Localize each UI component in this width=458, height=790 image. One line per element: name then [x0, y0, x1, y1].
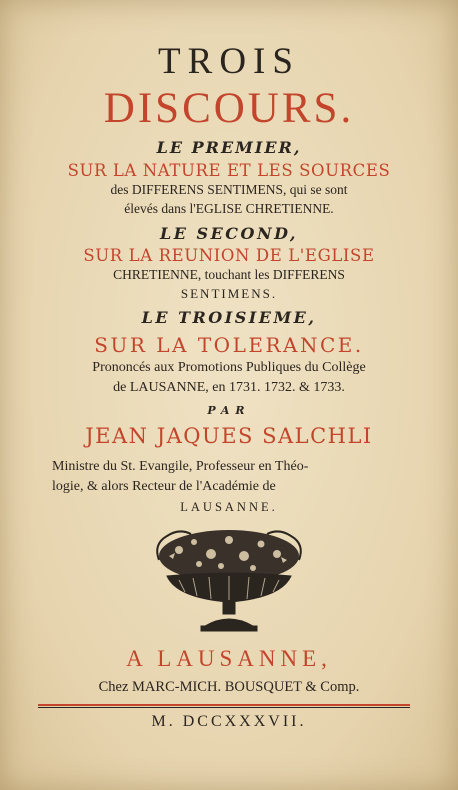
author-title-2: logie, & alors Recteur de l'Académie de	[52, 479, 276, 494]
second-heading: LE SECOND,	[160, 224, 298, 243]
second-text-2: SENTIMENS.	[180, 286, 278, 301]
flower-basket-ornament	[149, 526, 309, 634]
troisieme-text-2: de LAUSANNE, en 1731. 1732. & 1733.	[113, 380, 345, 395]
second-subject: SUR LA REUNION DE L'EGLISE	[83, 246, 375, 265]
double-rule-red	[38, 704, 410, 706]
premier-subject: SUR LA NATURE ET LES SOURCES	[67, 161, 391, 180]
author-name: JEAN JAQUES SALCHLI	[85, 424, 373, 448]
author-title-3: LAUSANNE.	[180, 500, 278, 514]
second-text-1: CHRETIENNE, touchant les DIFFERENS	[113, 267, 345, 282]
premier-text-1: des DIFFERENS SENTIMENS, qui se sont	[110, 182, 348, 197]
premier-heading: LE PREMIER,	[156, 138, 302, 157]
troisieme-text-1: Prononcés aux Promotions Publiques du Collège	[92, 360, 366, 375]
premier-text-2: élevés dans l'EGLISE CHRETIENNE.	[124, 201, 334, 216]
troisieme-heading: LE TROISIEME,	[141, 308, 317, 327]
imprint-printer: Chez MARC-MICH. BOUSQUET & Comp.	[98, 679, 360, 695]
imprint-place: A LAUSANNE,	[126, 646, 332, 671]
title-line-1: TROIS	[158, 41, 300, 82]
imprint-date: M. DCCXXXVII.	[151, 713, 307, 730]
title-line-2: DISCOURS.	[103, 85, 355, 132]
troisieme-subject: SUR LA TOLERANCE.	[94, 333, 364, 357]
double-rule-black	[38, 707, 410, 708]
par-label: PAR	[207, 404, 251, 417]
author-title-1: Ministre du St. Evangile, Professeur en Théo-	[52, 459, 309, 474]
